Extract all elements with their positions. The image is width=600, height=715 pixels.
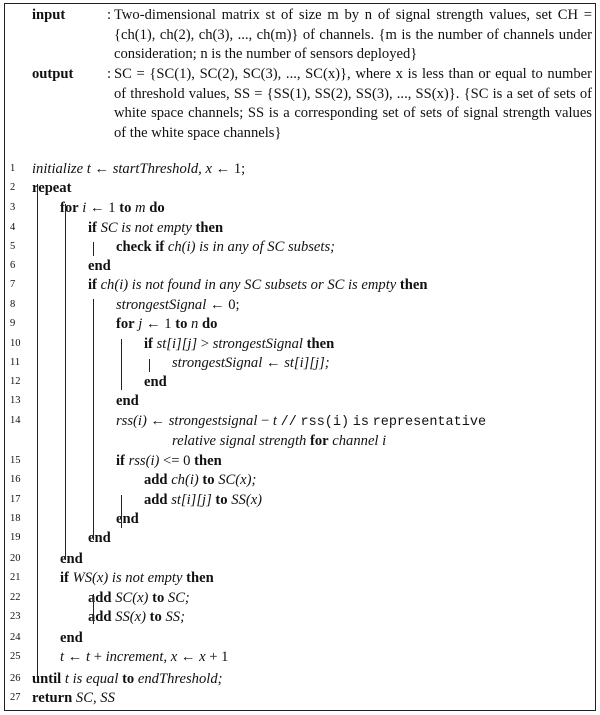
code-text: end: [60, 551, 83, 567]
code-text: if rss(i) <= 0 then: [116, 453, 222, 469]
scope-bar: [93, 299, 94, 540]
code-text: end: [144, 374, 167, 390]
line-number: 13: [10, 395, 21, 406]
code-text: check if ch(i) is in any of SC subsets;: [116, 239, 335, 255]
scope-bar: [93, 594, 94, 624]
code-line: [0, 373, 600, 393]
code-line: [0, 199, 600, 219]
code-text: for j ← 1 to n do: [116, 316, 218, 332]
line-number: 27: [10, 692, 21, 703]
line-number: 16: [10, 474, 21, 485]
line-number: 22: [10, 592, 21, 603]
code-text-continuation: relative signal strength for channel i: [172, 433, 387, 449]
code-line: [0, 471, 600, 491]
code-line: [0, 296, 600, 316]
code-line: [0, 689, 600, 709]
code-text: rss(i) ← strongestsignal − t // rss(i) is representative: [116, 413, 487, 430]
code-line: [0, 589, 600, 609]
code-line: [0, 452, 600, 472]
scope-bar: [93, 242, 94, 256]
code-line: [0, 160, 600, 180]
code-text: end: [116, 393, 139, 409]
code-line: [0, 179, 600, 199]
code-line: [0, 491, 600, 511]
line-number: 7: [10, 279, 16, 290]
output-colon: :: [107, 66, 112, 82]
code-text: repeat: [32, 180, 72, 196]
code-line: [0, 315, 600, 335]
code-text: end: [60, 630, 83, 646]
output-description: SC = {SC(1), SC(2), SC(3), ..., SC(x)}, where x is less than or equal to number of threshold values, SS = {SS(1), SS(2), SS(3), ..., SS(x)}. {SC is a set of sets of white space channels; SS is a corresponding set of sets of signal strength values of the white space channels}: [114, 66, 592, 141]
line-number: 10: [10, 338, 21, 349]
line-number: 8: [10, 299, 16, 310]
line-number: 5: [10, 241, 16, 252]
code-line: [0, 354, 600, 374]
line-number: 18: [10, 513, 21, 524]
code-text: strongestSignal ← 0;: [116, 297, 240, 313]
scope-bar: [37, 184, 38, 682]
line-number: 11: [10, 357, 21, 368]
input-colon: :: [107, 7, 112, 23]
code-line: [0, 629, 600, 649]
scope-bar: [65, 204, 66, 560]
line-number: 14: [10, 415, 21, 426]
scope-bar: [149, 359, 150, 372]
line-number: 12: [10, 376, 21, 387]
code-text: until t is equal to endThreshold;: [32, 671, 223, 687]
line-number: 2: [10, 182, 16, 193]
line-number: 6: [10, 260, 16, 271]
line-number: 9: [10, 318, 16, 329]
output-keyword: output: [32, 66, 74, 82]
line-number: 4: [10, 222, 16, 233]
line-number: 15: [10, 455, 21, 466]
line-number: 1: [10, 163, 16, 174]
code-line: [0, 238, 600, 258]
code-line: [0, 648, 600, 668]
line-number: 3: [10, 202, 16, 213]
code-text: for i ← 1 to m do: [60, 200, 165, 216]
code-text: add ch(i) to SC(x);: [144, 472, 257, 488]
code-text: if SC is not empty then: [88, 220, 224, 236]
code-line: [0, 219, 600, 239]
code-line: [0, 510, 600, 530]
code-text: add SS(x) to SS;: [88, 609, 185, 625]
input-keyword: input: [32, 7, 66, 23]
code-line: [0, 392, 600, 412]
input-description: Two-dimensional matrix st of size m by n of signal strength values, set CH = {ch(1), ch(2), ch(3), ..., ch(m)} of channels. {m is the number of channels under consideration; n is the number of sensors deployed}: [114, 7, 592, 62]
code-text: strongestSignal ← st[i][j];: [172, 355, 330, 371]
code-text: add SC(x) to SC;: [88, 590, 190, 606]
line-number: 21: [10, 572, 21, 583]
code-text: if WS(x) is not empty then: [60, 570, 214, 586]
line-number: 19: [10, 532, 21, 543]
code-line: [0, 412, 600, 449]
code-text: initialize t ← startThreshold, x ← 1;: [32, 161, 246, 177]
code-line: [0, 670, 600, 690]
code-text: end: [88, 258, 111, 274]
scope-bar: [121, 495, 122, 528]
code-line: [0, 257, 600, 277]
code-line: [0, 569, 600, 589]
code-text: add st[i][j] to SS(x): [144, 492, 263, 508]
code-text: if ch(i) is not found in any SC subsets or SC is empty then: [88, 277, 428, 293]
code-text: end: [88, 530, 111, 546]
code-text: t ← t + increment, x ← x + 1: [60, 649, 229, 665]
code-line: [0, 608, 600, 628]
code-text: if st[i][j] > strongestSignal then: [144, 336, 335, 352]
scope-bar: [121, 339, 122, 390]
code-line: [0, 550, 600, 570]
line-number: 23: [10, 611, 21, 622]
line-number: 26: [10, 673, 21, 684]
line-number: 25: [10, 651, 21, 662]
code-text: end: [116, 511, 139, 527]
code-line: [0, 335, 600, 355]
line-number: 24: [10, 632, 21, 643]
code-line: [0, 276, 600, 296]
line-number: 17: [10, 494, 21, 505]
code-text: return SC, SS: [32, 690, 115, 706]
line-number: 20: [10, 553, 21, 564]
code-line: [0, 529, 600, 549]
